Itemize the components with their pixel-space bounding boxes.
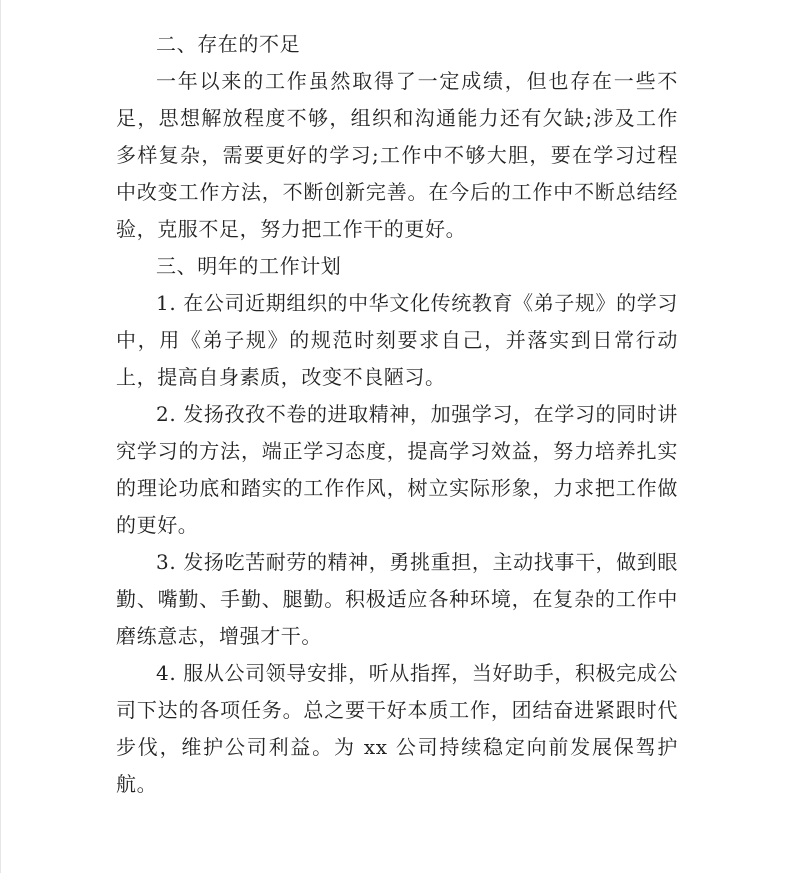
- section-heading-shortcomings: 二、存在的不足: [156, 32, 301, 56]
- plan-item-3: 3. 发扬吃苦耐劳的精神，勇挑重担，主动找事干，做到眼勤、嘴勤、手勤、腿勤。积极适应各种环境，在复杂的工作中磨练意志，增强才干。: [116, 550, 678, 648]
- plan-item-2: 2. 发扬孜孜不卷的进取精神，加强学习，在学习的同时讲究学习的方法，端正学习态度，提高学习效益，努力培养扎实的理论功底和踏实的工作作风，树立实际形象，力求把工作做的更好。: [116, 402, 678, 537]
- section-heading-next-year-plan: 三、明年的工作计划: [156, 254, 342, 278]
- plan-item-4: 4. 服从公司领导安排，听从指挥，当好助手，积极完成公司下达的各项任务。总之要干好本质工作，团结奋进紧跟时代步伐，维护公司利益。为 xx 公司持续稳定向前发展保驾护航。: [116, 661, 678, 796]
- plan-item-1: 1. 在公司近期组织的中华文化传统教育《弟子规》的学习中，用《弟子规》的规范时刻要求自己，并落实到日常行动上，提高自身素质，改变不良陋习。: [116, 291, 678, 389]
- shortcomings-paragraph: 一年以来的工作虽然取得了一定成绩，但也存在一些不足，思想解放程度不够，组织和沟通能力还有欠缺;涉及工作多样复杂，需要更好的学习;工作中不够大胆，要在学习过程中改变工作方法，不断创新完善。在今后的工作中不断总结经验，克服不足，努力把工作干的更好。: [116, 69, 678, 241]
- document-body: [116, 26, 678, 803]
